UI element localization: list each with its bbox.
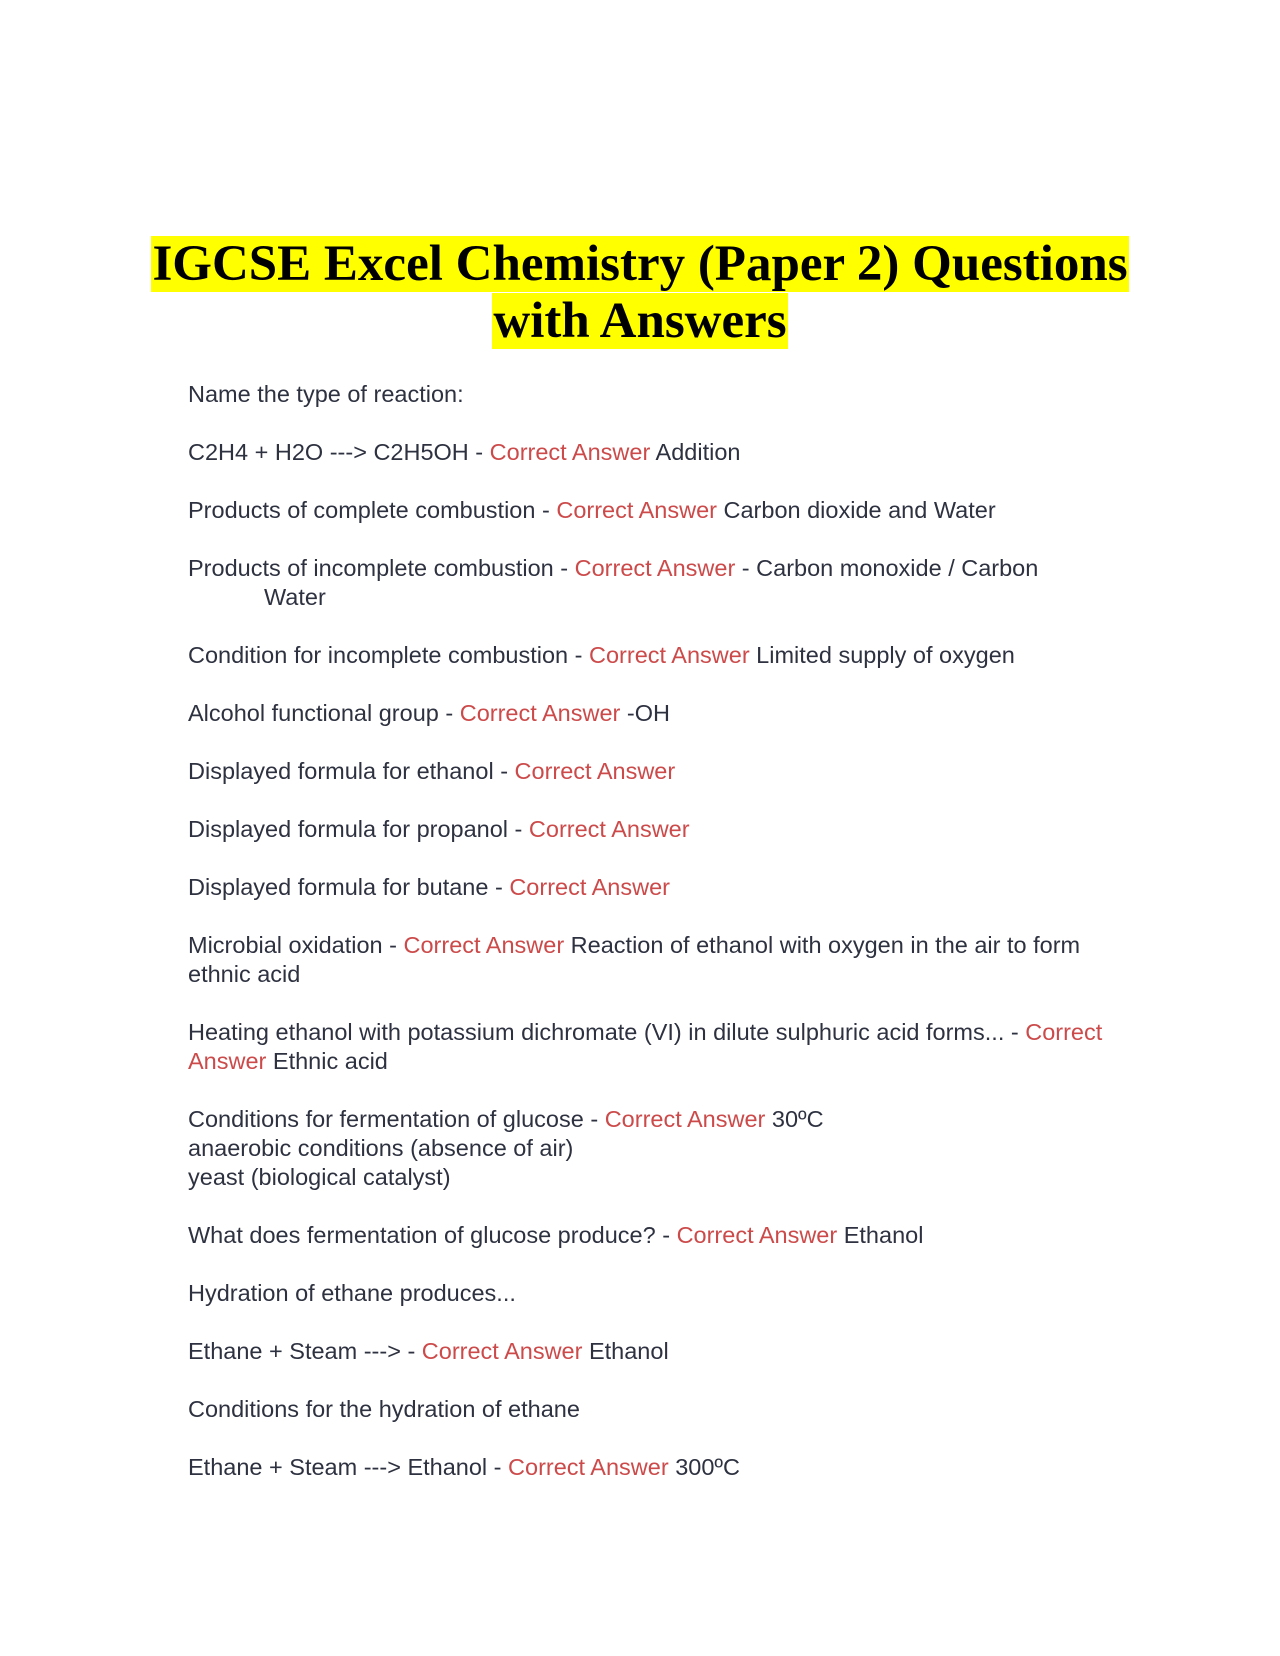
question-text: Displayed formula for propanol - [188, 816, 529, 842]
correct-answer-label: Correct Answer [604, 1106, 766, 1132]
qa-item [188, 699, 1128, 728]
title-line-2: with Answers [493, 293, 787, 349]
answer-text: -OH [620, 700, 670, 726]
answer-text: Ethanol [582, 1338, 669, 1364]
question-text: Products of incomplete combustion - [188, 555, 575, 581]
correct-answer-label: Correct Answer [589, 642, 750, 668]
question-text: Hydration of ethane produces... [188, 1280, 516, 1306]
qa-item [188, 931, 1128, 989]
question-text: Displayed formula for butane - [188, 874, 510, 900]
answer-text: Limited supply of oxygen [749, 642, 1015, 668]
question-text: C2H4 + H2O ---> C2H5OH - [188, 439, 490, 465]
answer-text: Reaction of ethanol with oxygen in the air to form ethnic acid [188, 932, 1081, 987]
qa-item [188, 1395, 1128, 1424]
correct-answer-label: Correct Answer [574, 555, 736, 581]
qa-item [188, 438, 1128, 467]
qa-item [188, 496, 1128, 525]
qa-item [188, 1453, 1128, 1482]
question-text: Displayed formula for ethanol - [188, 758, 515, 784]
question-text: Name the type of reaction: [188, 381, 464, 407]
question-text: Ethane + Steam ---> Ethanol - [188, 1454, 509, 1480]
qa-item [188, 1105, 1128, 1192]
correct-answer-label: Correct Answer [459, 700, 621, 726]
question-text: Alcohol functional group - [188, 700, 460, 726]
qa-item [188, 1337, 1128, 1366]
qa-item [188, 757, 1128, 786]
answer-text: Ethnic acid [266, 1048, 388, 1074]
answer-text: Addition [650, 439, 741, 465]
qa-item [188, 380, 1128, 409]
answer-text: Ethanol [837, 1222, 924, 1248]
correct-answer-label: Correct Answer [421, 1338, 583, 1364]
correct-answer-label: Correct Answer [403, 932, 565, 958]
document-title [150, 236, 1130, 350]
correct-answer-label: Correct Answer [508, 1454, 669, 1480]
answer-continuation: Water [264, 584, 326, 610]
question-text: Conditions for fermentation of glucose - [188, 1106, 605, 1132]
qa-item [188, 1279, 1128, 1308]
question-text: What does fermentation of glucose produce? - [188, 1222, 677, 1248]
answer-line: anaerobic conditions (absence of air) [188, 1135, 574, 1161]
question-text: Products of complete combustion - [188, 497, 557, 523]
qa-item [188, 1221, 1128, 1250]
question-text: Microbial oxidation - [188, 932, 404, 958]
correct-answer-label: Correct Answer [528, 816, 690, 842]
answer-text: 30ºC [765, 1106, 824, 1132]
title-line-1: IGCSE Excel Chemistry (Paper 2) Questions [152, 236, 1128, 292]
correct-answer-label: Correct Answer [556, 497, 717, 523]
qa-item [188, 554, 1128, 612]
answer-text: Carbon dioxide and Water [716, 497, 996, 523]
qa-item [188, 873, 1128, 902]
answer-line: yeast (biological catalyst) [188, 1164, 451, 1190]
answer-text: - Carbon monoxide / Carbon [735, 555, 1039, 581]
question-text: Heating ethanol with potassium dichromate (VI) in dilute sulphuric acid forms... - [188, 1019, 1026, 1045]
qa-item [188, 1018, 1128, 1076]
correct-answer-label: Correct Answer [489, 439, 651, 465]
qa-list [188, 380, 1128, 1511]
correct-answer-label: Correct Answer [514, 758, 676, 784]
answer-text: 300ºC [668, 1454, 740, 1480]
correct-answer-label: Correct Answer [509, 874, 670, 900]
question-text: Ethane + Steam ---> - [188, 1338, 422, 1364]
correct-answer-label: Correct Answer [188, 1019, 1103, 1074]
qa-item [188, 815, 1128, 844]
qa-item [188, 641, 1128, 670]
question-text: Conditions for the hydration of ethane [188, 1396, 580, 1422]
question-text: Condition for incomplete combustion - [188, 642, 590, 668]
correct-answer-label: Correct Answer [676, 1222, 838, 1248]
